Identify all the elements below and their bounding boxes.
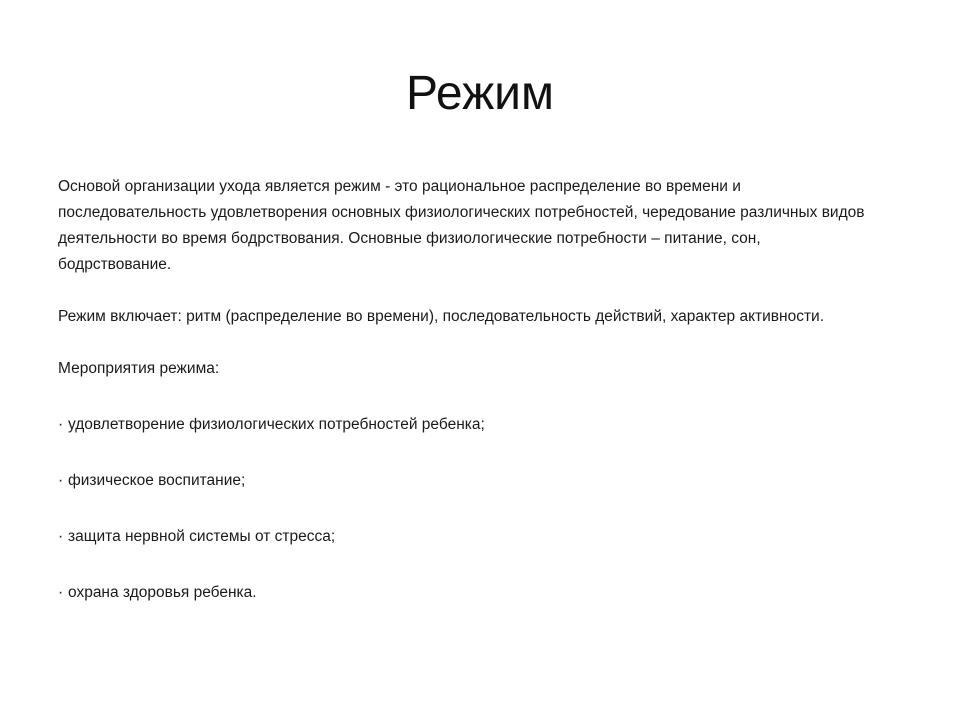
measures-list (58, 412, 878, 606)
bullet-icon: · (58, 472, 64, 489)
list-item-text: охрана здоровья ребенка. (68, 584, 257, 601)
measures-heading: Мероприятия режима: (58, 360, 220, 377)
bullet-icon: · (58, 416, 64, 433)
intro-paragraph: Основой организации ухода является режим - это рациональное распределение во времени и последовательность удовлетворения основных физиологических потребностей, чередование различных видов деятельности во время бодрствования. Основные физиологические потребности – питание, сон, бодрствование. (58, 178, 865, 273)
list-item-text: физическое воспитание; (68, 472, 246, 489)
bullet-icon: · (58, 584, 64, 601)
list-item (58, 468, 878, 494)
slide-title: Режим (406, 67, 554, 120)
bullet-icon: · (58, 528, 64, 545)
slide-body (58, 174, 878, 606)
list-item (58, 580, 878, 606)
list-item-text: защита нервной системы от стресса; (68, 528, 336, 545)
list-item-text: удовлетворение физиологических потребностей ребенка; (68, 416, 485, 433)
includes-paragraph: Режим включает: ритм (распределение во времени), последовательность действий, характер активности. (58, 308, 825, 325)
list-item (58, 412, 878, 438)
list-item (58, 524, 878, 550)
